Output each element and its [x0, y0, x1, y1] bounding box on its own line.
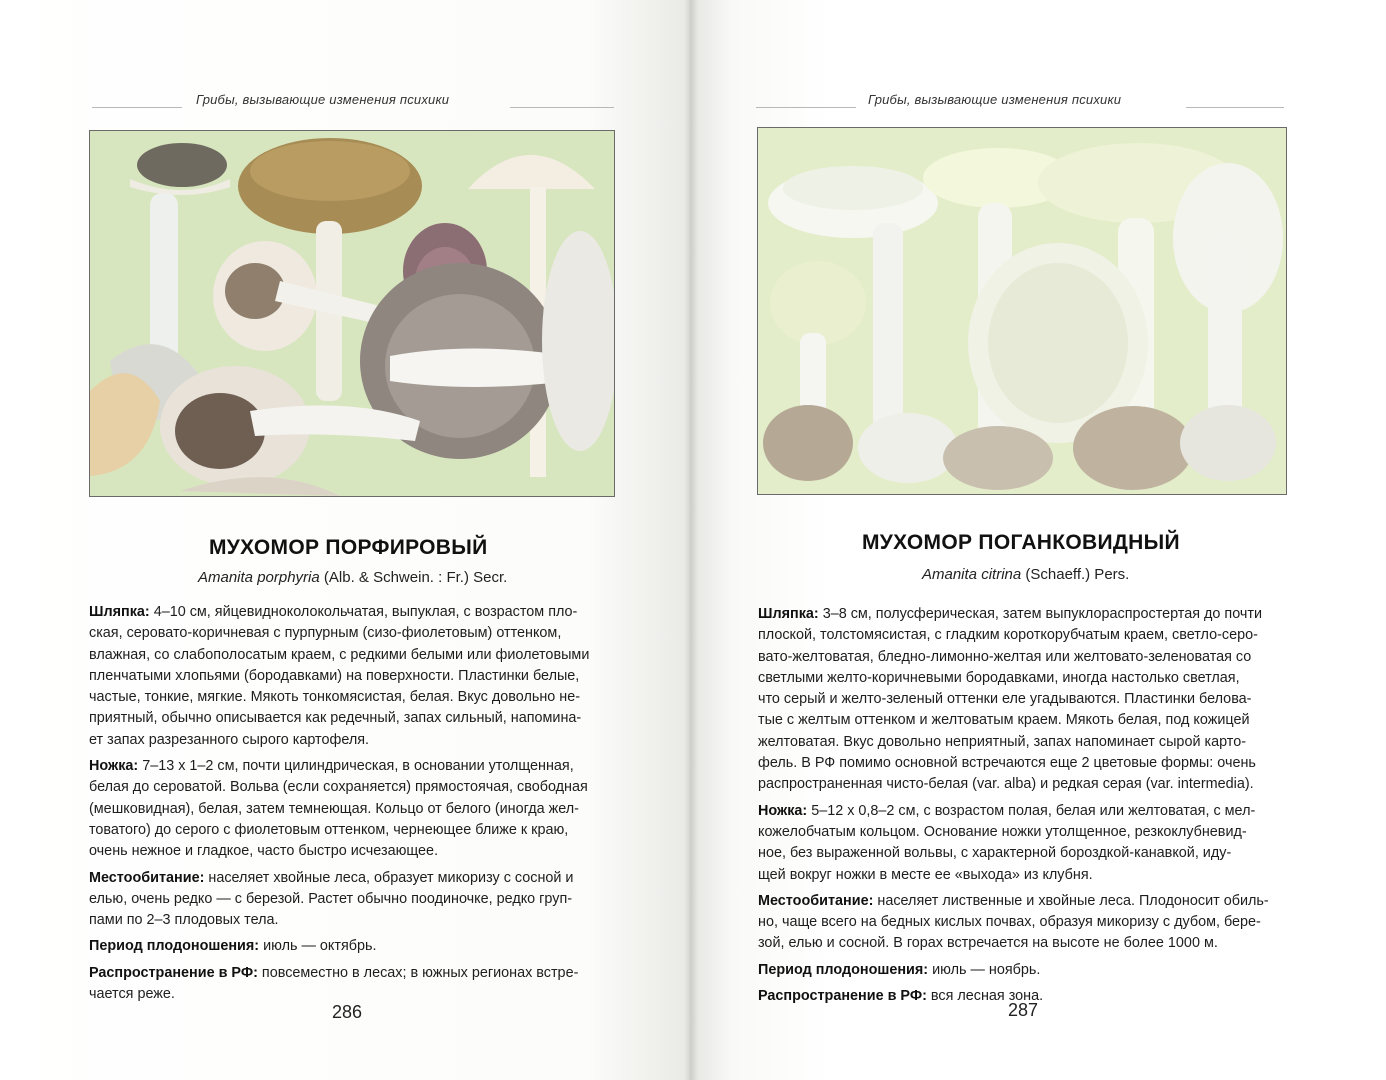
mushroom-photo-citrina	[757, 127, 1287, 495]
section-stem: Ножка: 5–12 x 0,8–2 см, с возрастом полая, белая или желтоватая, с мел- кожелобчатым кольцом. Основание ножки утолщенное, резкоклубневид- ное, без выраженной вольвы, с характерной бороздкой-канавкой, иду- щей вокруг ножки в месте ее «выхода» из клубня.	[758, 802, 1256, 883]
photo-illustration	[758, 128, 1286, 494]
running-head-text: Грибы, вызывающие изменения психики	[868, 92, 1122, 107]
latin-name	[198, 569, 507, 586]
label-cap: Шляпка:	[758, 606, 819, 622]
running-head-right	[756, 92, 1284, 116]
photo-illustration	[90, 131, 614, 496]
label-fruiting: Период плодоношения:	[758, 961, 929, 978]
species-title: МУХОМОР ПОГАНКОВИДНЫЙ	[862, 531, 1180, 554]
running-head-left	[92, 92, 614, 116]
label-cap: Шляпка:	[89, 604, 150, 620]
species-title: МУХОМОР ПОРФИРОВЫЙ	[209, 536, 488, 559]
label-habitat: Местообитание:	[89, 869, 205, 886]
label-stem: Ножка:	[758, 802, 808, 819]
latin-author: (Schaeff.) Pers.	[1025, 566, 1130, 583]
latin-genus-species: Amanita porphyria	[198, 569, 320, 586]
latin-genus-species: Amanita citrina	[922, 566, 1022, 583]
label-distribution: Распространение в РФ:	[758, 988, 927, 1005]
label-fruiting: Период плодоношения:	[89, 938, 260, 955]
section-habitat: Местообитание: населяет лиственные и хвойные леса. Плодоносит обиль- но, чаще всего на бедных кислых почвах, образуя микоризу с дубом, бере- зой, елью и сосной. В горах встречается на высоте не более 1000 м.	[758, 892, 1269, 952]
section-fruiting: Период плодоношения: июль — ноябрь.	[758, 961, 1041, 978]
section-cap: Шляпка: 3–8 см, полусферическая, затем выпуклораспростертая до почти плоской, толстомясистая, с гладким короткорубчатым краем, светло-серо- вато-желтоватая, бледно-лимонно-желтая или желтовато-зеленоватая со светлыми желто-коричневыми бородавками, иногда настолько светлая, что серый и желто-зеленый оттенки еле угадываются. Пластинки белова- тые с желтым оттенком и желтоватым краем. Мякоть белая, под кожицей желтоватая. Вкус довольно неприятный, запах напоминает сырой карто- фель. В РФ помимо основной встречаются еще 2 цветовые формы: очень распространенная чисто-белая (var. alba) и редкая серая (var. intermedia).	[758, 606, 1263, 793]
page-left	[0, 0, 690, 1080]
label-stem: Ножка:	[89, 758, 139, 775]
running-head-text: Грибы, вызывающие изменения психики	[196, 92, 450, 107]
latin-name	[922, 566, 1129, 583]
latin-author: (Alb. & Schwein. : Fr.) Secr.	[323, 569, 508, 586]
section-distribution: Распространение в РФ: вся лесная зона.	[758, 988, 1044, 1005]
page-right	[690, 0, 1386, 1080]
label-habitat: Местообитание:	[758, 892, 874, 909]
description-right	[758, 604, 1318, 1012]
header-rule-left-b	[510, 107, 614, 108]
section-fruiting: Период плодоношения: июль — октябрь.	[89, 938, 377, 955]
section-distribution: Распространение в РФ: повсеместно в лесах; в южных регионах встре- чается реже.	[89, 964, 579, 1003]
mushroom-photo-porphyria	[89, 130, 615, 497]
header-rule-right-b	[1186, 107, 1284, 108]
header-rule-right-a	[756, 107, 856, 108]
book-gutter	[684, 0, 698, 1080]
page-number: 287	[1008, 1000, 1039, 1020]
description-left	[89, 602, 619, 1010]
section-cap: Шляпка: 4–10 см, яйцевидноколокольчатая, выпуклая, с возрастом пло- ская, серовато-коричневая с пурпурным (сизо-фиолетовым) оттенком, влажная, со слабополосатым краем, с редкими белыми или фиолетовыми пленчатыми хлопьями (бородавками) на поверхности. Пластинки белые, частые, тонкие, мягкие. Мякоть тонкомясистая, белая. Вкус довольно не- приятный, обычно описывается как редечный, запах сильный, напомина- ет запах разрезанного сырого картофеля.	[89, 604, 590, 748]
section-habitat: Местообитание: населяет хвойные леса, образует микоризу с сосной и елью, очень редко — с березой. Растет обычно поодиночке, редко груп- пами по 2–3 плодовых тела.	[89, 869, 574, 929]
label-distribution: Распространение в РФ:	[89, 964, 258, 981]
page-number: 286	[332, 1002, 363, 1022]
header-rule-left-a	[92, 107, 182, 108]
section-stem: Ножка: 7–13 x 1–2 см, почти цилиндрическая, в основании утолщенная, белая до сероватой. Вольва (если сохраняется) прямостоячая, свободная (мешковидная), белая, затем темнеющая. Кольцо от белого (иногда жел- товатого) до серого с фиолетовым оттенком, чернеющее ближе к краю, очень нежное и гладкое, часто быстро исчезающее.	[89, 758, 588, 860]
